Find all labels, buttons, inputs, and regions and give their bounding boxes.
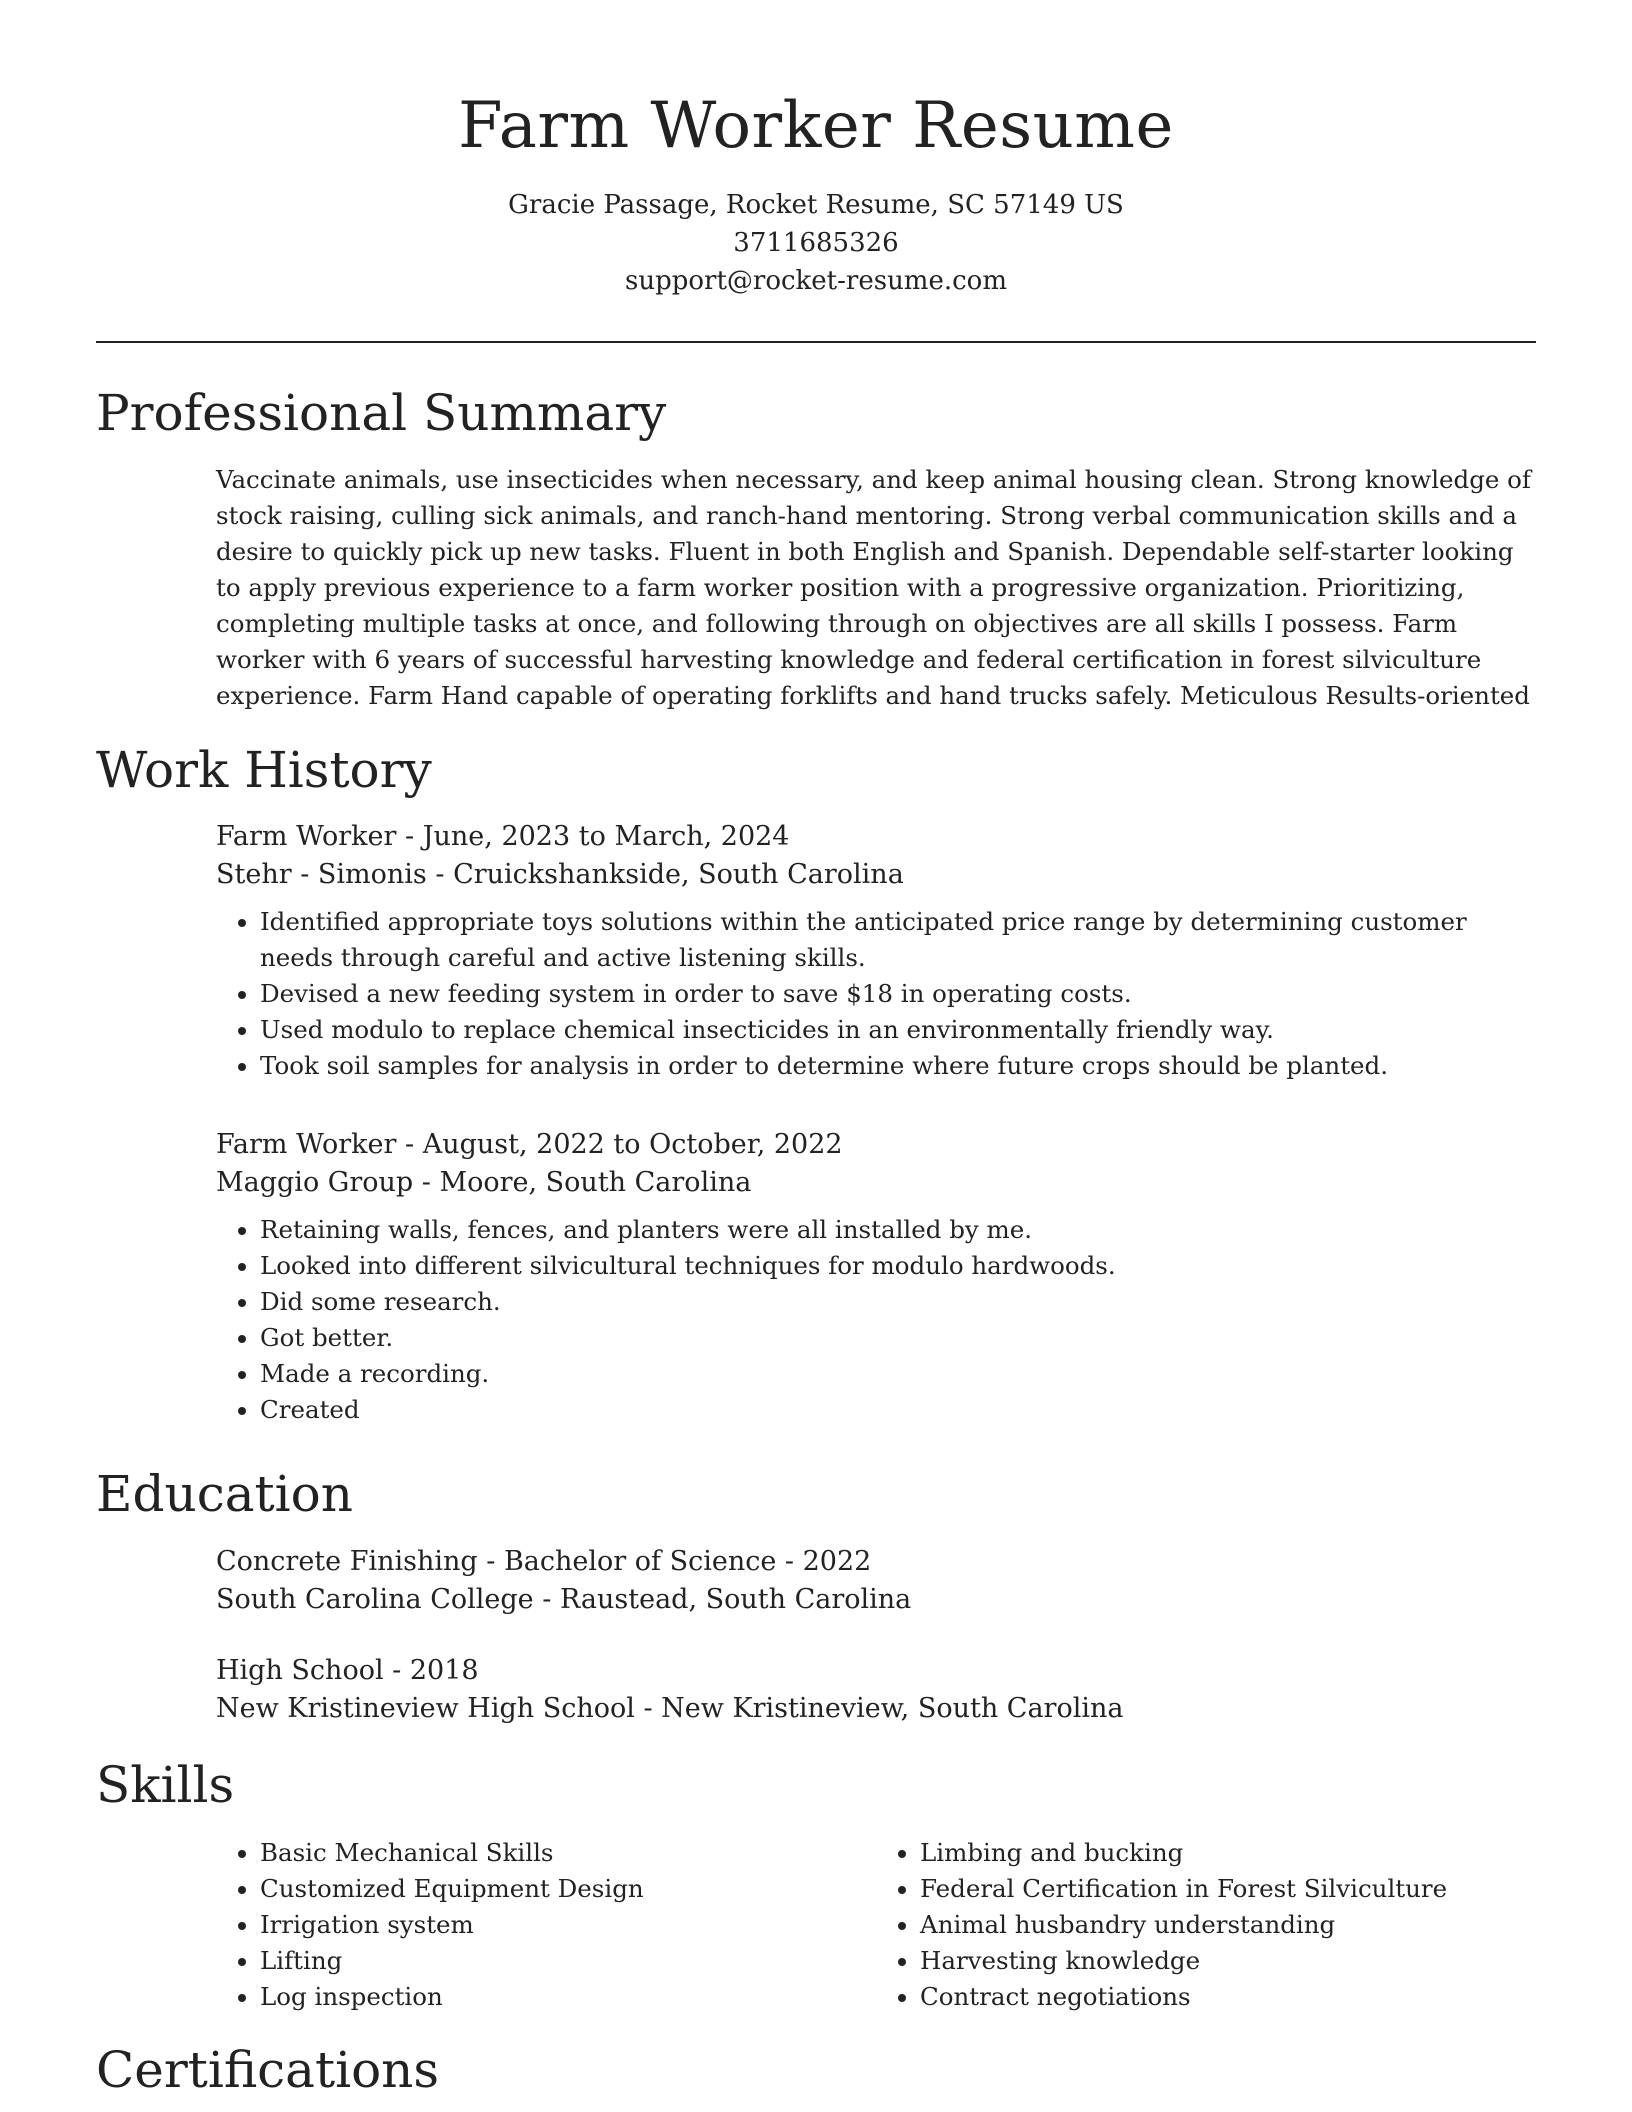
education-year: - 2022 [776, 1546, 872, 1577]
job-bullets [216, 1212, 1536, 1428]
list-item: • Took soil samples for analysis in order to determine where future crops should be planted. [260, 1048, 1536, 1084]
skill-item: • Harvesting knowledge [920, 1943, 1536, 1979]
skill-item: • Federal Certification in Forest Silviculture [920, 1871, 1536, 1907]
contact-address: Gracie Passage, Rocket Resume, SC 57149 US [508, 190, 1124, 220]
job-location: - Cruickshankside, South Carolina [426, 859, 904, 890]
job-dates: - August, 2022 to October, 2022 [396, 1129, 843, 1160]
certifications-heading: Certifications [96, 2041, 440, 2099]
work-history-heading: Work History [96, 741, 432, 799]
skill-item: • Contract negotiations [920, 1979, 1536, 2015]
resume-title: Farm Worker Resume [458, 89, 1174, 163]
list-item: • Made a recording. [260, 1356, 1536, 1392]
skill-item: • Irrigation system [260, 1907, 876, 1943]
job-company-line [216, 1164, 1536, 1202]
skills-columns [216, 1835, 1536, 2015]
summary-heading: Professional Summary [96, 384, 667, 442]
education-school: New Kristineview High School [216, 1693, 635, 1724]
education-year: - 2018 [383, 1655, 479, 1686]
contact-phone: 3711685326 [733, 228, 899, 258]
job-title-line [216, 818, 1536, 856]
education-degree-line [216, 1652, 1536, 1690]
job-entry [216, 1126, 1536, 1428]
skill-item: • Basic Mechanical Skills [260, 1835, 876, 1871]
education-entry [216, 1652, 1536, 1728]
job-title-line [216, 1126, 1536, 1164]
skills-section [216, 1835, 1536, 2015]
job-bullets [216, 904, 1536, 1084]
job-company: Stehr - Simonis [216, 859, 427, 890]
skills-heading: Skills [96, 1756, 235, 1814]
education-location: - Raustead, South Carolina [533, 1584, 912, 1615]
summary-text: Vaccinate animals, use insecticides when necessary, and keep animal housing clean. Strong knowledge of stock raising, culling sick animals, and ranch-hand mentoring. Strong verbal communication skills and a desire to quickly pick up new tasks. Fluent in both English and Spanish. Dependable self-starter looking to apply previous experience to a farm worker position with a progressive organization. Prioritizing, completing multiple tasks at once, and following through on objectives are all skills I possess. Farm worker with 6 years of successful harvesting knowledge and federal certification in forest silviculture experience. Farm Hand capable of operating forklifts and hand trucks safely. Meticulous Results-oriented [216, 465, 1531, 710]
job-title: Farm Worker [216, 1129, 397, 1160]
list-item: • Devised a new feeding system in order to save $18 in operating costs. [260, 976, 1536, 1012]
skill-item: • Log inspection [260, 1979, 876, 2015]
list-item: • Did some research. [260, 1284, 1536, 1320]
contact-info [0, 186, 1632, 300]
contact-email: support@rocket-resume.com [624, 266, 1007, 296]
education-degree-line [216, 1543, 1536, 1581]
job-location: - Moore, South Carolina [413, 1167, 752, 1198]
education-field: High School [216, 1655, 384, 1686]
job-dates: - June, 2023 to March, 2024 [396, 821, 790, 852]
education-school: South Carolina College [216, 1584, 534, 1615]
list-item: • Got better. [260, 1320, 1536, 1356]
skills-list-left [216, 1835, 876, 2015]
resume-header [0, 0, 1632, 300]
education-location: - New Kristineview, South Carolina [634, 1693, 1124, 1724]
education-heading: Education [96, 1465, 353, 1523]
list-item: • Used modulo to replace chemical insecticides in an environmentally friendly way. [260, 1012, 1536, 1048]
skill-item: • Limbing and bucking [920, 1835, 1536, 1871]
skill-item: • Customized Equipment Design [260, 1871, 876, 1907]
job-company-line [216, 856, 1536, 894]
skill-item: • Lifting [260, 1943, 876, 1979]
job-title: Farm Worker [216, 821, 397, 852]
list-item: • Created [260, 1392, 1536, 1428]
education-school-line [216, 1690, 1536, 1728]
education-field: Concrete Finishing - Bachelor of Science [216, 1546, 777, 1577]
job-company: Maggio Group [216, 1167, 414, 1198]
summary-section [216, 462, 1536, 714]
job-entry [216, 818, 1536, 1084]
education-entry [216, 1543, 1536, 1619]
skills-list-right [876, 1835, 1536, 2015]
header-divider [96, 341, 1536, 343]
skill-item: • Animal husbandry understanding [920, 1907, 1536, 1943]
list-item: • Retaining walls, fences, and planters were all installed by me. [260, 1212, 1536, 1248]
list-item: • Identified appropriate toys solutions within the anticipated price range by determining customer needs through careful and active listening skills. [260, 904, 1536, 976]
list-item: • Looked into different silvicultural techniques for modulo hardwoods. [260, 1248, 1536, 1284]
education-school-line [216, 1581, 1536, 1619]
